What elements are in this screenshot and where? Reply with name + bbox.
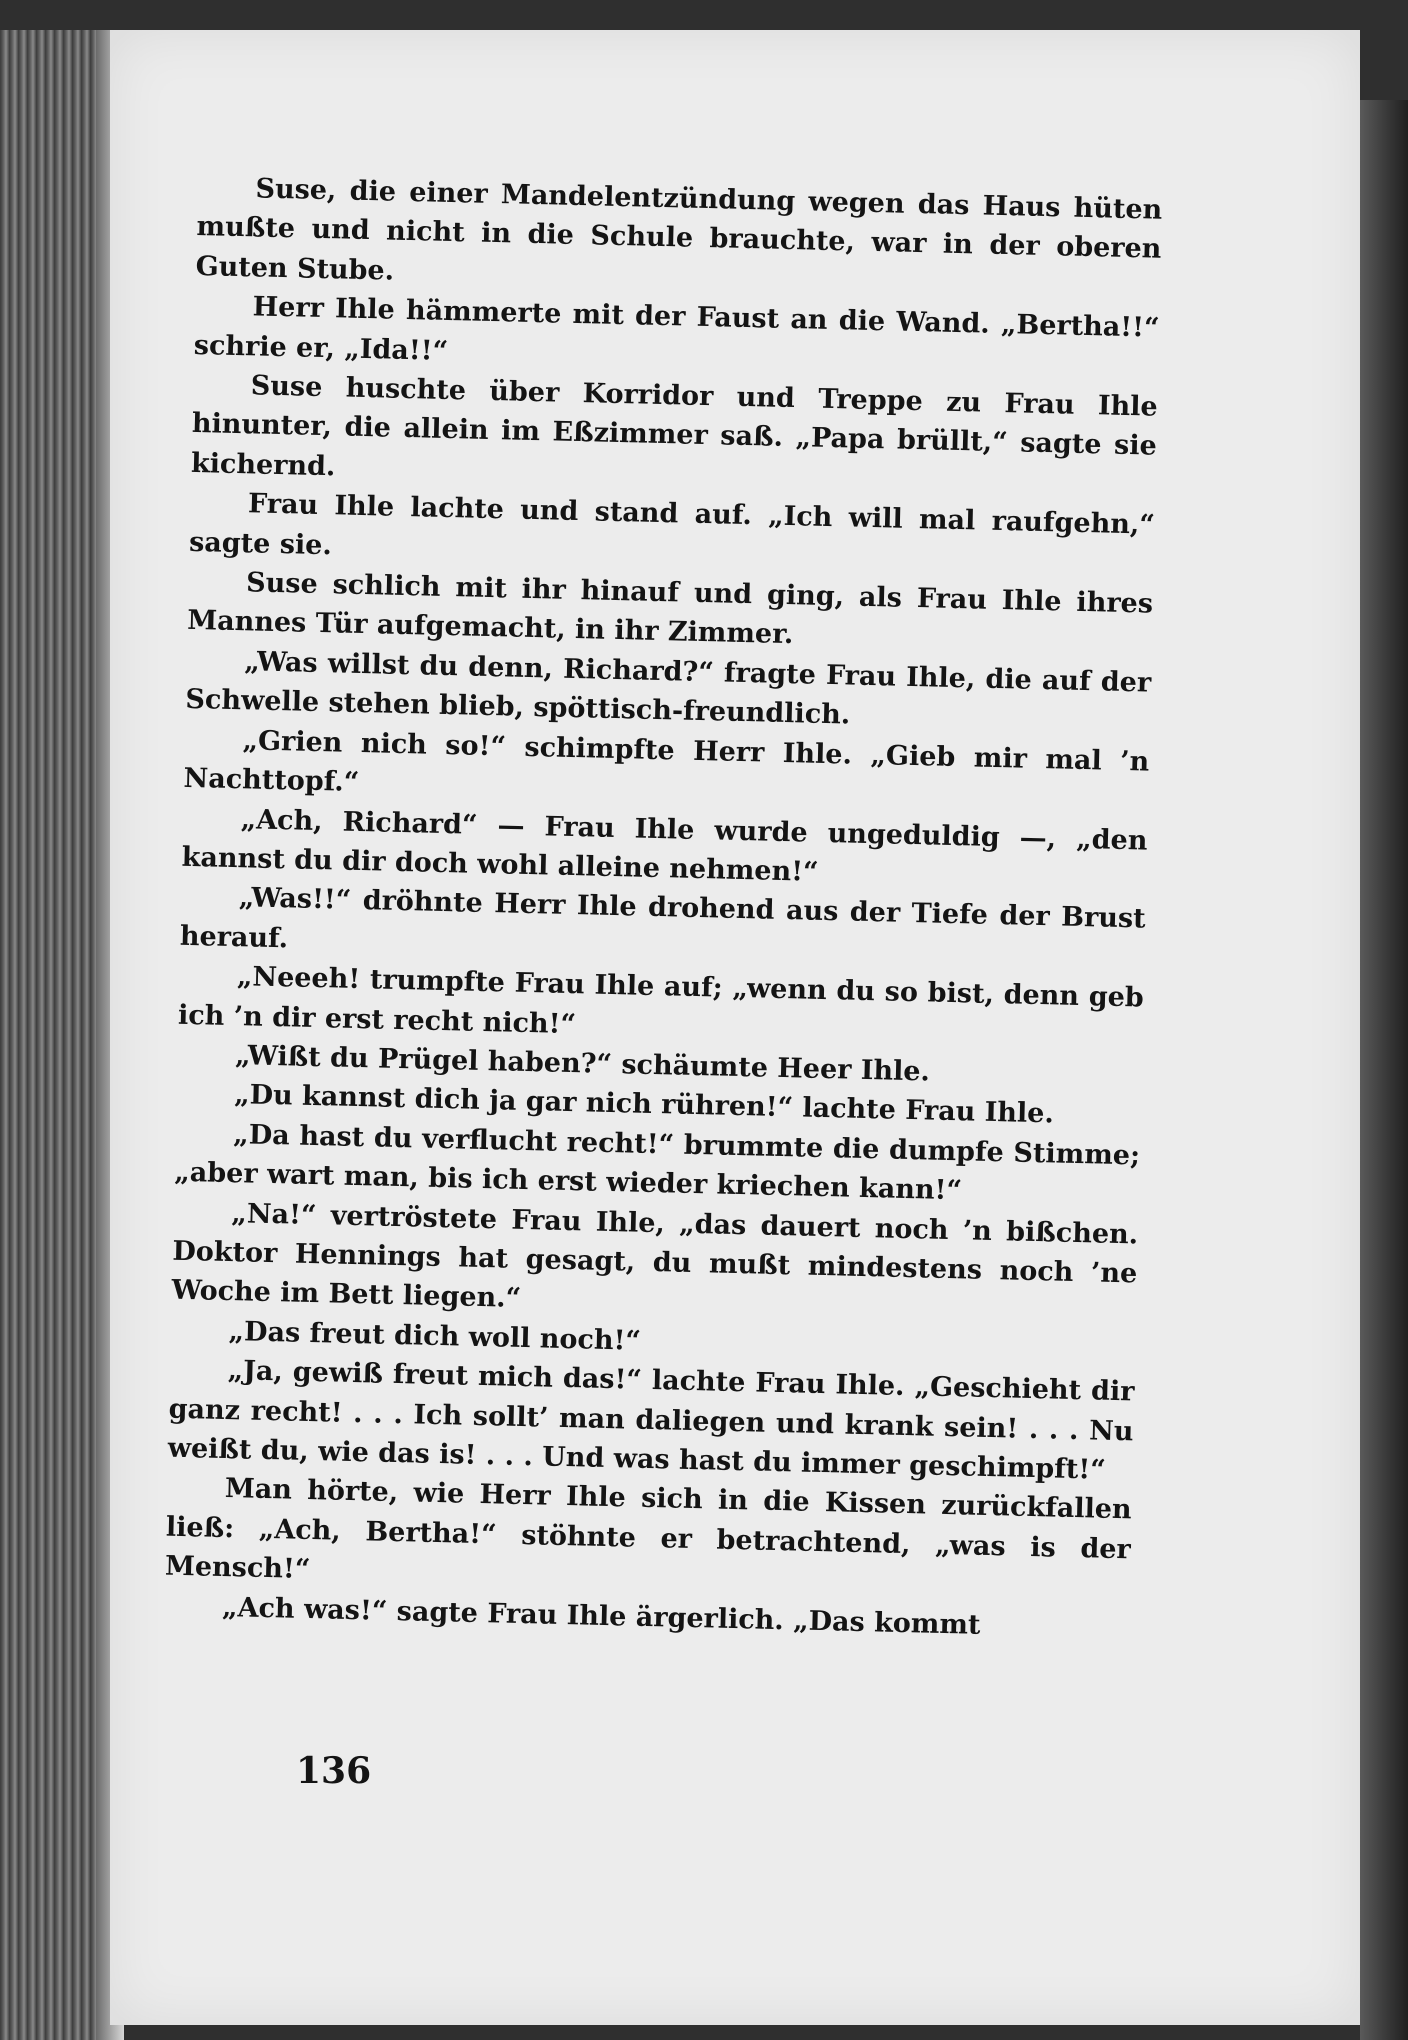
paragraph: „Ach, Richard“ — Frau Ihle wurde ungeduldig —, „den kannst du dir doch wohl alleine nehmen!“ [181,803,1148,888]
paragraph: Man hörte, wie Herr Ihle sich in die Kissen zurückfallen ließ: „Ach, Bertha!“ stöhnte er betrachtend, „was is der Mensch!“ [164,1473,1133,1586]
paragraph: „Grien nich so!“ schimpfte Herr Ihle. „Gieb mir mal ’n Nachttopf.“ [183,724,1150,799]
page-number: 136 [296,1750,372,1792]
book-cover-edge [1360,100,1408,2040]
paragraph: „Was willst du denn, Richard?“ fragte Frau Ihle, die auf der Schwelle stehen blieb, spöttisch-freundlich. [185,646,1152,731]
book-page-edges [0,30,104,2040]
paragraph: Herr Ihle hämmerte mit der Faust an die Wand. „Bertha!!“ schrie er, „Ida!!“ [193,291,1160,367]
paragraph: „Wißt du Prügel haben?“ schäumte Heer Ihle. [234,1040,931,1088]
paragraph: „Ach was!“ sagte Frau Ihle ärgerlich. „Das kommt [221,1591,981,1641]
paragraph: „Was!!“ dröhnte Herr Ihle drohend aus der Tiefe der Brust herauf. [179,882,1146,955]
paragraph: „Neeeh! trumpfte Frau Ihle auf; „wenn du so bist, denn geb ich ’n dir erst recht nich!“ [177,961,1145,1040]
body-text [164,168,1163,1648]
paragraph: Suse huschte über Korridor und Treppe zu Frau Ihle hinunter, die allein im Eßzimmer saß. „Papa brüllt,“ sagte sie kichernd. [190,370,1158,483]
paragraph: „Da hast du verflucht recht!“ brummte die dumpfe Stimme; „aber wart man, bis ich erst wieder kriechen kann!“ [173,1118,1141,1207]
paragraph: „Das freut dich woll noch!“ [228,1315,642,1357]
paragraph: „Na!“ vertröstete Frau Ihle, „das dauert noch ’n bißchen. Doktor Hennings hat gesagt, du mußt mindestens noch ’ne Woche im Bett liegen.“ [171,1197,1139,1315]
paragraph: Suse, die einer Mandelentzündung wegen das Haus hüten mußte und nicht in die Schule brauchte, war in der oberen Guten Stube. [195,173,1163,287]
paragraph: Suse schlich mit ihr hinauf und ging, als Frau Ihle ihres Mannes Tür aufgemacht, in ihr Zimmer. [186,567,1154,651]
paragraph: Frau Ihle lachte und stand auf. „Ich will mal raufgehn,“ sagte sie. [188,488,1156,561]
paragraph: „Du kannst dich ja gar nich rühren!“ lachte Frau Ihle. [233,1079,1055,1130]
paragraph: „Ja, gewiß freut mich das!“ lachte Frau Ihle. „Geschieht dir ganz recht! . . . Ich sollt’ man daliegen und krank sein! . . . Nu weißt du, wie das is! . . . Und was hast du immer geschimpft!“ [167,1355,1135,1486]
